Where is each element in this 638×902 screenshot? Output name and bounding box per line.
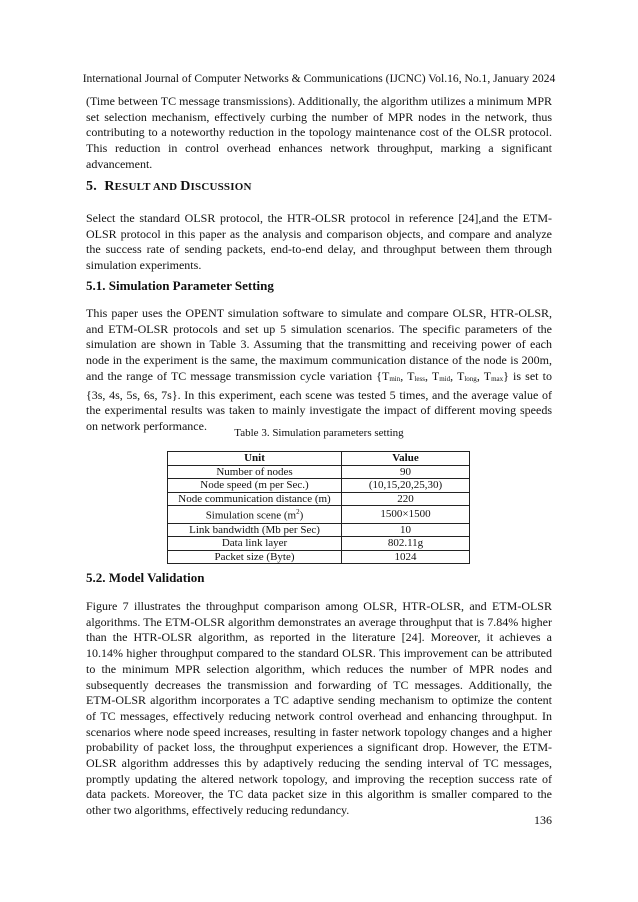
intro-paragraph-block [86,94,552,173]
section-5-2-paragraph: Figure 7 illustrates the throughput comparison among OLSR, HTR-OLSR, and ETM-OLSR algorithms. The ETM-OLSR algorithm demonstrates an average throughput that is 7.84% higher than the HTR-OLSR algorithm, as reported in the literature [24]. Moreover, it achieves a 10.14% higher throughput compared to the standard OLSR. This improvement can be attributed to the minimum MPR selection algorithm, which reduces the number of MPR nodes and subsequently decreases the transmission and forwarding of TC messages. Additionally, the ETM-OLSR algorithm incorporates a TC adaptive sending mechanism to optimize the content of TC messages, effectively reducing network control overhead and enhancing throughput. In scenarios where node speed increases, resulting in faster network topology changes and a higher probability of packet loss, the throughput experiences a significant drop. However, the ETM-OLSR algorithm addresses this by adaptively reducing the sending interval of TC messages, promptly updating the altered network topology, and improving the reception success rate of data packets. Moreover, the TC data packet size in this algorithm is smaller compared to the other two algorithms, effectively reducing redundancy. [86,599,552,818]
separator-4: , T [476,368,492,383]
section-5-title-r: R [104,179,115,194]
table-cell-value: (10,15,20,25,30) [342,479,470,493]
table-row [168,492,470,506]
section-5-title-part2: ISCUSSION [190,181,252,193]
table-cell-unit [168,506,342,523]
section-5-1-text-part1: This paper uses the OPENT simulation software to simulate and compare OLSR, HTR-OLSR, and ETM-OLSR protocols and set up 5 simulation scenarios. The specific parameters of the simulation are shown in Table 3. Assuming that the transmitting and receiving power of each node in the experiment is the same, the maximum communication distance of the node is 200m, and the range of TC message transmission cycle variation {T [86,306,552,383]
section-5-1-text-part2: } is set to {3s, 4s, 5s, 6s, 7s}. In this experiment, each scene was tested 5 times, and the average value of the experimental results was taken to mainly investigate the impact of different moving speeds on network performance. [86,368,552,433]
section-5-number: 5. [86,179,97,194]
table-cell-value: 220 [342,492,470,506]
section-5-title-d: D [180,179,191,194]
intro-paragraph: (Time between TC message transmissions). Additionally, the algorithm utilizes a minimum MPR set selection mechanism, effectively curbing the number of MPR nodes in the network, thus contributing to a noteworthy reduction in the topology maintenance cost of the OLSR protocol. This reduction in control overhead enhances network throughput, marking a significant advancement. [86,94,552,171]
subscript-max: max [491,374,504,383]
table-cell-value: 1024 [342,550,470,564]
section-5-2-heading: 5.2. Model Validation [86,570,205,585]
section-5-paragraph: Select the standard OLSR protocol, the HTR-OLSR protocol in reference [24],and the ETM-OLSR protocol in this paper as the analysis and comparison objects, and compare and analyze the success rate of sending packets, end-to-end delay, and throughput between them through simulation experiments. [86,211,552,273]
subscript-long: long [464,374,477,383]
table-row [168,523,470,537]
section-5-paragraph-block [86,211,552,274]
table-3-caption: Table 3. Simulation parameters setting [234,427,404,439]
subscript-less: less [414,374,425,383]
section-5-1-heading: 5.1. Simulation Parameter Setting [86,278,274,293]
subscript-mid: mid [439,374,451,383]
table-row [168,537,470,551]
table-cell-unit: Node speed (m per Sec.) [168,479,342,493]
table-cell-value: 90 [342,465,470,479]
closing-paren: ) [299,510,304,523]
table-row [168,465,470,479]
table-cell-value: 802.11g [342,537,470,551]
table-row [168,506,470,523]
table-cell-value: 10 [342,523,470,537]
table-header-row [168,452,470,466]
subscript-min: min [389,374,401,383]
section-5-1-paragraph [86,306,552,435]
separator-1: , T [400,368,415,383]
table-cell-value: 1500×1500 [342,506,470,523]
table-header-value: Value [342,452,470,466]
section-5-heading [86,179,252,195]
separator-2: , T [424,368,440,383]
running-head: International Journal of Computer Networks & Communications (IJCNC) Vol.16, No.1, January 2024 [82,72,556,85]
simulation-parameters-table [167,451,470,564]
separator-3: , T [450,368,465,383]
section-5-title-part1: ESULT AND [114,181,181,193]
table-cell-unit: Packet size (Byte) [168,550,342,564]
superscript-2: 2 [296,508,300,517]
section-5-1-paragraph-block [86,306,552,435]
table-row [168,479,470,493]
table-cell-unit: Number of nodes [168,465,342,479]
table-cell-unit: Node communication distance (m) [168,492,342,506]
simulation-scene-label: Simulation scene (m [205,510,297,523]
page-number: 136 [534,813,552,827]
table-header-unit: Unit [168,452,342,466]
table-row [168,550,470,564]
table-cell-unit: Data link layer [168,537,342,551]
table-cell-unit: Link bandwidth (Mb per Sec) [168,523,342,537]
section-5-2-paragraph-block [86,599,552,819]
